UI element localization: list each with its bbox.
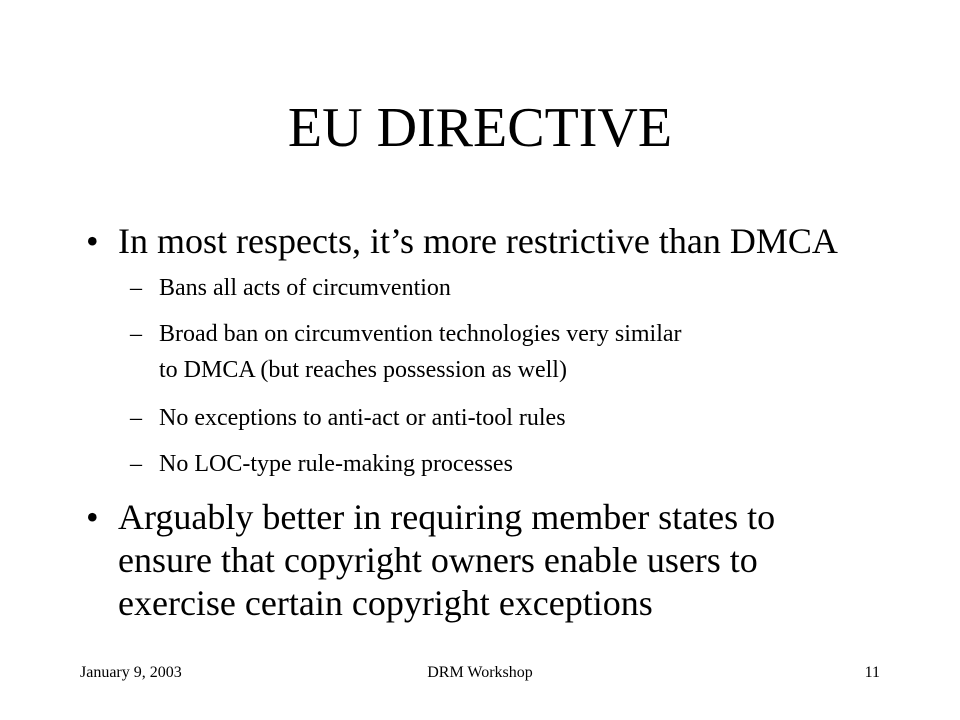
subbullet-marker: – (130, 321, 142, 347)
subbullet-marker: – (130, 451, 142, 477)
bullet-text: ensure that copyright owners enable users to (118, 540, 758, 580)
subbullet-text: No LOC-type rule-making processes (159, 451, 513, 477)
footer-event: DRM Workshop (427, 664, 533, 681)
bullet-text: Arguably better in requiring member states to (118, 497, 776, 537)
bullet-marker: • (86, 497, 99, 537)
bullet-text: In most respects, it’s more restrictive than DMCA (118, 221, 838, 261)
footer-page-number: 11 (864, 664, 880, 681)
bullet-marker: • (86, 221, 99, 261)
subbullet-text: No exceptions to anti-act or anti-tool rules (159, 405, 566, 431)
subbullet-marker: – (130, 405, 142, 431)
subbullet-marker: – (130, 275, 142, 301)
subbullet-text: to DMCA (but reaches possession as well) (159, 357, 567, 383)
slide-title: EU DIRECTIVE (287, 97, 673, 159)
footer-date: January 9, 2003 (80, 664, 182, 681)
subbullet-text: Bans all acts of circumvention (159, 275, 451, 301)
subbullet-text: Broad ban on circumvention technologies very similar (159, 321, 682, 347)
bullet-text: exercise certain copyright exceptions (118, 583, 653, 623)
